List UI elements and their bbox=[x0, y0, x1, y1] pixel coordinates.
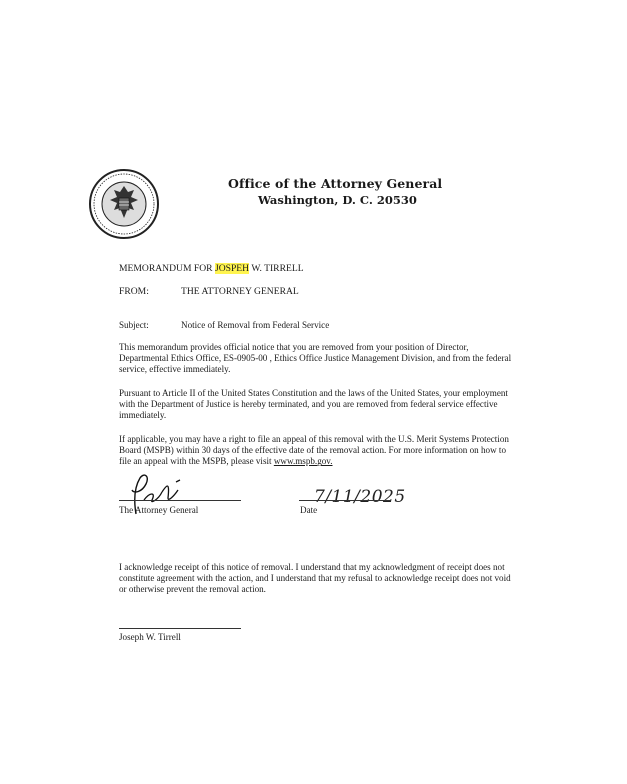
body-paragraph-2: Pursuant to Article II of the United States Constitution and the laws of the United States, your employment with the Department of Justice is hereby terminated, and you are removed from federal service effective immediately. bbox=[119, 388, 508, 421]
letterhead bbox=[228, 176, 448, 207]
memo-for-line bbox=[119, 263, 304, 274]
recipient-first-name: JOSPEH bbox=[214, 263, 250, 274]
body-paragraph-1: This memorandum provides official notice that you are removed from your position of Director, Departmental Ethics Office, ES-0905-00 , Ethics Office Justice Management Division, and from the federal service, effective immediately. bbox=[119, 342, 512, 375]
from-value: THE ATTORNEY GENERAL bbox=[181, 286, 299, 297]
handwritten-date: 7/11/2025 bbox=[314, 487, 406, 507]
acknowledgment-paragraph: I acknowledge receipt of this notice of removal. I understand that my acknowledgment of receipt does not constitute agreement with the action, and I understand that my refusal to acknowledge receipt does not void or otherwise prevent the removal action. bbox=[119, 562, 511, 595]
doj-seal-icon bbox=[88, 168, 160, 240]
recipient-rest-name: W. TIRRELL bbox=[251, 263, 304, 274]
subject-label: Subject: bbox=[119, 320, 149, 330]
recipient-signature-line bbox=[119, 628, 241, 629]
date-line bbox=[299, 500, 391, 501]
body-paragraph-3-text: If applicable, you may have a right to file an appeal of this removal with the U.S. Merit Systems Protection Board (MSPB) within 30 days of the effective date of the removal action. For more information on how to file an appeal with the MSPB, please visit bbox=[119, 434, 509, 467]
ag-signature-label: The Attorney General bbox=[119, 505, 199, 515]
body-paragraph-3 bbox=[119, 434, 514, 468]
from-label: FROM: bbox=[119, 286, 149, 297]
from-line bbox=[119, 286, 149, 297]
recipient-name: Joseph W. Tirrell bbox=[119, 632, 181, 642]
memo-for-prefix: MEMORANDUM FOR bbox=[119, 263, 213, 274]
date-label: Date bbox=[300, 505, 318, 515]
subject-value: Notice of Removal from Federal Service bbox=[181, 320, 330, 330]
ag-signature-line bbox=[119, 500, 241, 501]
letterhead-address: Washington, D. C. 20530 bbox=[258, 193, 417, 207]
letterhead-title: Office of the Attorney General bbox=[228, 176, 443, 191]
mspb-link[interactable]: www.mspb.gov. bbox=[273, 456, 333, 467]
